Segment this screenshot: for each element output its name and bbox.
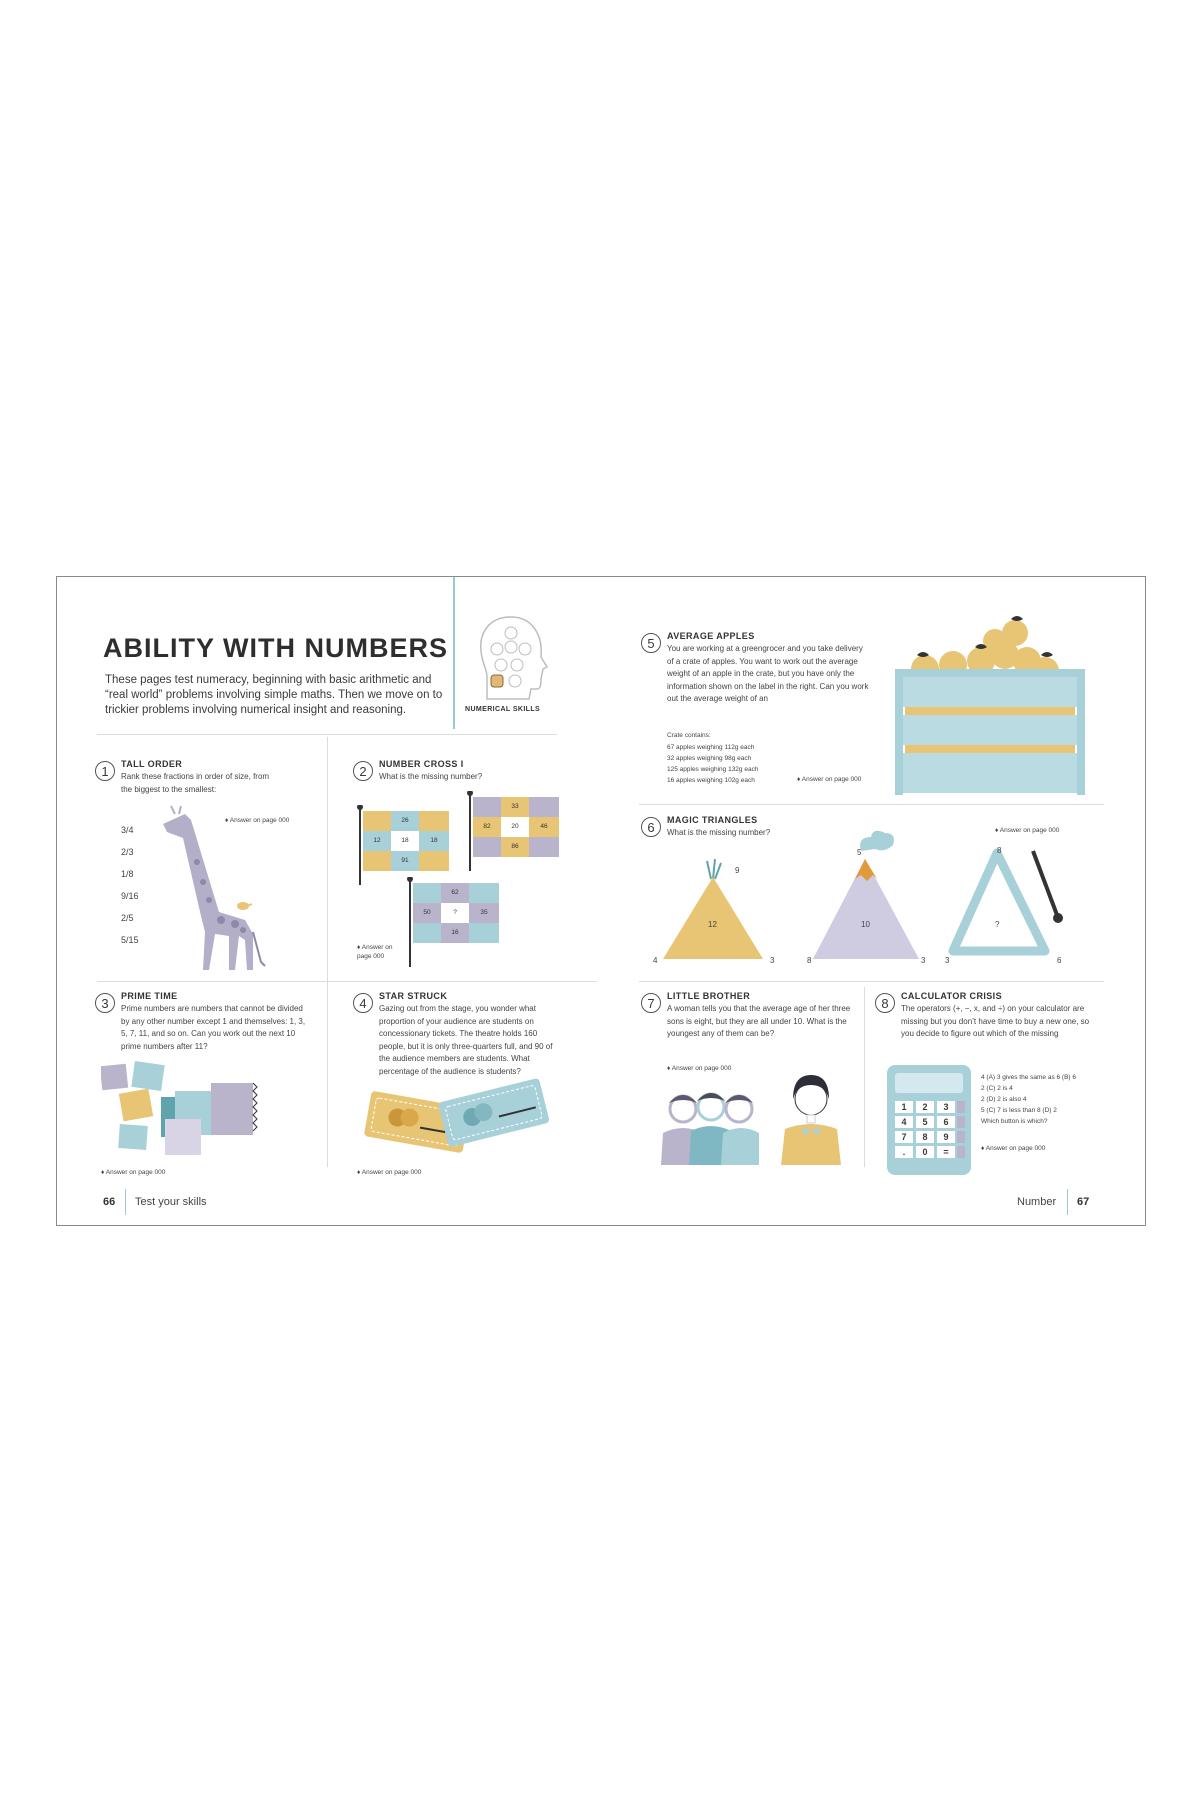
- number-flag: [357, 805, 457, 885]
- answer-note: ♦ Answer on page 000: [667, 1065, 732, 1072]
- operator-key: [957, 1146, 965, 1158]
- page-number-right: 67: [1077, 1196, 1090, 1208]
- flag-number: 33: [511, 803, 519, 810]
- puzzle-title: STAR STRUCK: [379, 991, 448, 1001]
- tipi-triangle: [653, 855, 783, 965]
- triangle-number: 10: [861, 920, 870, 929]
- giraffe-icon: [157, 802, 277, 972]
- divider: [639, 804, 1104, 805]
- intro-text: These pages test numeracy, beginning with basic arithmetic and “real world” problems involving simple maths. Then we move on to trickier problems involving numerical insight and reasoning.: [105, 674, 443, 716]
- puzzle-text: A woman tells you that the average age of her three sons is eight, but they are all under 10. What is the youngest any of them can be?: [667, 1004, 851, 1038]
- calculator-key: 7: [895, 1131, 913, 1143]
- calculator-illustration: [887, 1065, 971, 1175]
- puzzle-number: 5: [641, 633, 661, 653]
- flag-number: ?: [453, 909, 457, 916]
- flag-number: 18: [430, 837, 438, 844]
- calculator-key: 2: [916, 1101, 934, 1113]
- number-flag: [467, 791, 567, 871]
- triangle-number: 3: [921, 956, 926, 965]
- triangle-number: 8: [997, 846, 1002, 855]
- divider: [97, 734, 557, 735]
- calculator-clue: 4 (A) 3 gives the same as 6 (B) 6: [981, 1074, 1077, 1081]
- header-divider: [453, 577, 455, 729]
- puzzle-number: 3: [95, 993, 115, 1013]
- triangle-number: 3: [945, 956, 950, 965]
- puzzle-number: 1: [95, 761, 115, 781]
- volcano-triangle: [803, 829, 933, 965]
- puzzle-title: MAGIC TRIANGLES: [667, 815, 758, 825]
- answer-note: ♦ Answer on page 000: [357, 1169, 422, 1176]
- puzzle-title: AVERAGE APPLES: [667, 631, 755, 641]
- apple-crate-illustration: [895, 611, 1085, 797]
- triangle-number: 8: [807, 956, 812, 965]
- triangle-number: 4: [653, 956, 658, 965]
- divider: [327, 737, 328, 1167]
- flag-number: 46: [540, 823, 548, 830]
- puzzle-text: The operators (+, −, x, and ÷) on your calculator are missing but you don’t have time to buy a new one, so you decide to figure out which of the missing: [901, 1004, 1090, 1038]
- flag-number: 12: [373, 837, 381, 844]
- answer-note: ♦ Answer on page 000: [225, 817, 290, 824]
- crate-label-heading: Crate contains:: [667, 732, 711, 739]
- triangle-number: 6: [1057, 956, 1062, 965]
- calculator-keypad: [895, 1101, 955, 1158]
- flag-number: 20: [511, 823, 519, 830]
- divider: [97, 981, 597, 982]
- puzzle-number: 8: [875, 993, 895, 1013]
- crate-line: 67 apples weighing 112g each: [667, 744, 755, 751]
- calculator-key: =: [937, 1146, 955, 1158]
- flag-number: 26: [401, 817, 409, 824]
- calculator-key: 9: [937, 1131, 955, 1143]
- answer-note: ♦ Answer on page 000: [995, 827, 1060, 834]
- fraction: 5/15: [121, 935, 139, 945]
- calculator-key: 3: [937, 1101, 955, 1113]
- calculator-key: 5: [916, 1116, 934, 1128]
- puzzle-text: You are working at a greengrocer and you take delivery of a crate of apples. You want to work out the average weight of an apple in the crate, but you have only the information shown on the label in the right. Can you work out the average weight of an: [667, 644, 869, 703]
- footer-divider: [1067, 1189, 1068, 1215]
- puzzle-title: NUMBER CROSS I: [379, 759, 464, 769]
- flag-number: 62: [451, 889, 459, 896]
- operator-key: [957, 1131, 965, 1143]
- puzzle-text: Gazing out from the stage, you wonder what proportion of your audience are students on concessionary tickets. The theatre holds 160 people, but it is only three-quarters full, and 90 of the audience members are students. What percentage of the audience is students?: [379, 1004, 553, 1076]
- triangle-number: ?: [995, 920, 1000, 929]
- answer-note: ♦ Answer on page 000: [101, 1169, 166, 1176]
- page-number-left: 66: [103, 1196, 116, 1208]
- fraction: 3/4: [121, 825, 134, 835]
- divider: [639, 981, 1104, 982]
- footer-section-right: Number: [1017, 1196, 1057, 1208]
- fraction: 2/3: [121, 847, 134, 857]
- puzzle-title: CALCULATOR CRISIS: [901, 991, 1002, 1001]
- calculator-key: 6: [937, 1116, 955, 1128]
- puzzle-text: Prime numbers are numbers that cannot be divided by any other number except 1 and themselves: 1, 3, 5, 7, 11, and so on. Can you work out the next 10 prime numbers after 11?: [121, 1004, 306, 1051]
- puzzle-title: TALL ORDER: [121, 759, 183, 769]
- triangle-number: 9: [735, 866, 740, 875]
- answer-note: ♦ Answer on page 000: [357, 944, 393, 960]
- theatre-tickets-illustration: [357, 1077, 557, 1167]
- fraction: 2/5: [121, 913, 134, 923]
- calculator-key: 0: [916, 1146, 934, 1158]
- crate-line: 32 apples weighing 98g each: [667, 755, 752, 762]
- flag-number: 18: [401, 837, 409, 844]
- flag-number: 82: [483, 823, 491, 830]
- flag-number: 35: [480, 909, 488, 916]
- puzzle-text: Rank these fractions in order of size, from the biggest to the smallest:: [121, 772, 270, 794]
- calculator-display: [895, 1073, 963, 1093]
- crate-line: 16 apples weighing 102g each: [667, 777, 755, 784]
- puzzle-title: LITTLE BROTHER: [667, 991, 751, 1001]
- flag-number: 16: [451, 929, 459, 936]
- calculator-key: 8: [916, 1131, 934, 1143]
- fraction: 9/16: [121, 891, 139, 901]
- calculator-clue: Which button is which?: [981, 1118, 1048, 1125]
- calculator-key: 4: [895, 1116, 913, 1128]
- flag-number: 50: [423, 909, 431, 916]
- operator-key: [957, 1116, 965, 1128]
- puzzle-number: 7: [641, 993, 661, 1013]
- answer-note: ♦ Answer on page 000: [981, 1145, 1046, 1152]
- book-spread: [56, 576, 1146, 1226]
- puzzle-number: 4: [353, 993, 373, 1013]
- calculator-clue: 2 (C) 2 is 4: [981, 1085, 1013, 1092]
- footer-section-left: Test your skills: [135, 1196, 207, 1208]
- calculator-clue: 5 (C) 7 is less than 8 (D) 2: [981, 1107, 1057, 1114]
- crate-line: 125 apples weighing 132g each: [667, 766, 759, 773]
- divider: [864, 987, 865, 1167]
- prime-tiles-illustration: [101, 1061, 291, 1161]
- puzzle-text: What is the missing number?: [667, 828, 771, 837]
- puzzle-number: 6: [641, 817, 661, 837]
- puzzle-text: What is the missing number?: [379, 772, 483, 781]
- number-flag: [407, 877, 507, 967]
- fraction: 1/8: [121, 869, 134, 879]
- page-title: ABILITY WITH NUMBERS: [103, 633, 448, 663]
- calculator-clue: 2 (D) 2 is also 4: [981, 1096, 1027, 1103]
- triangle-number: 5: [857, 848, 862, 857]
- flag-number: 91: [401, 857, 409, 864]
- calculator-key: .: [895, 1146, 913, 1158]
- brain-head-icon: [471, 611, 551, 703]
- triangle-number: 3: [770, 956, 775, 965]
- family-illustration: [655, 1069, 855, 1169]
- calculator-key: 1: [895, 1101, 913, 1113]
- puzzle-number: 2: [353, 761, 373, 781]
- flag-number: 86: [511, 843, 519, 850]
- triangle-instrument: [947, 839, 1077, 959]
- skills-label: NUMERICAL SKILLS: [465, 706, 541, 713]
- footer-divider: [125, 1189, 126, 1215]
- puzzle-title: PRIME TIME: [121, 991, 178, 1001]
- operator-key: [957, 1101, 965, 1113]
- triangle-number: 12: [708, 920, 717, 929]
- answer-note: ♦ Answer on page 000: [797, 776, 862, 783]
